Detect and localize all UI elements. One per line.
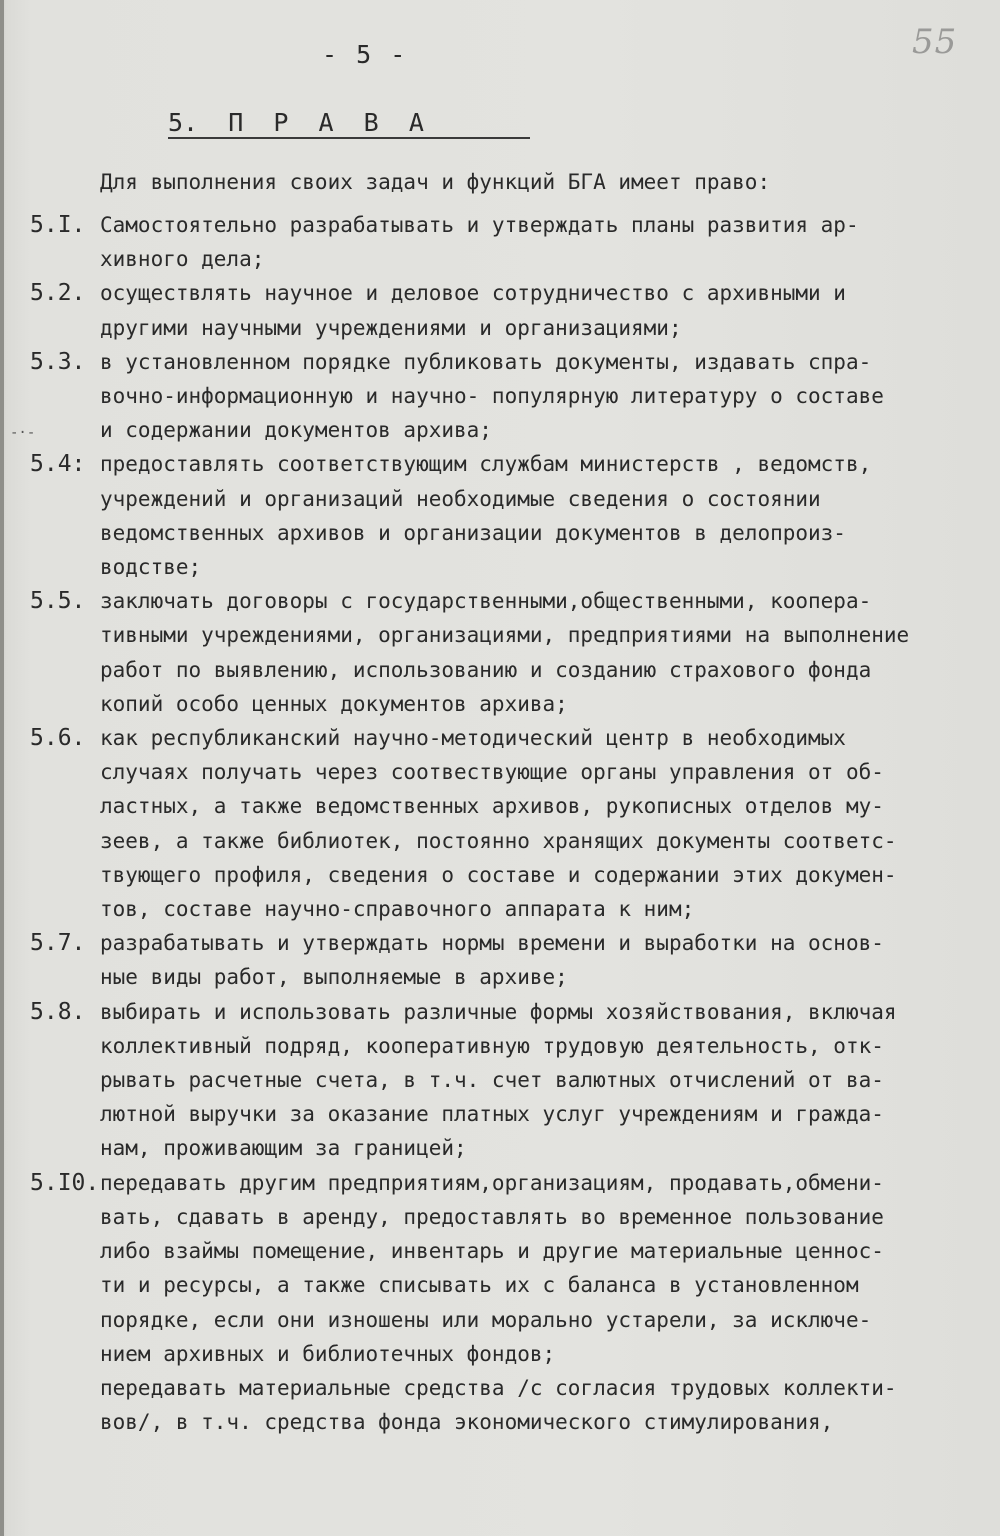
text-line: рывать расчетные счета, в т.ч. счет валютных отчислений от ва- xyxy=(100,1068,884,1093)
list-item xyxy=(0,1166,1000,1440)
text-line: ти и ресурсы, а также списывать их с баланса в установленном xyxy=(100,1273,859,1298)
item-number: 5.4: xyxy=(30,451,86,478)
text-line: осуществлять научное и деловое сотрудничество с архивными и xyxy=(100,281,846,306)
text-line: работ по выявлению, использованию и созданию страхового фонда xyxy=(100,657,872,682)
item-text xyxy=(100,276,1000,344)
text-line: вать, сдавать в аренду, предоставлять во временное пользование xyxy=(100,1204,884,1229)
item-text xyxy=(100,1166,1000,1440)
text-line: порядке, если они изношены или морально устарели, за исключе- xyxy=(100,1307,872,1332)
item-text xyxy=(100,995,1000,1166)
text-line: ные виды работ, выполняемые в архиве; xyxy=(100,965,568,990)
text-line: тивными учреждениями, организациями, предприятиями на выполнение xyxy=(100,623,910,648)
text-line: тов, составе научно-справочного аппарата к ним; xyxy=(100,897,695,922)
text-line: твующего профиля, сведения о составе и содержании этих докумен- xyxy=(100,862,897,887)
item-number: 5.I0. xyxy=(30,1169,100,1196)
item-text xyxy=(100,208,1000,276)
item-number: 5.2. xyxy=(30,280,86,307)
text-line: учреждений и организаций необходимые сведения о состоянии xyxy=(100,486,821,511)
text-line: лютной выручки за оказание платных услуг учреждениям и гражда- xyxy=(100,1102,884,1127)
text-line: водстве; xyxy=(100,555,202,580)
list-item xyxy=(0,345,1000,448)
text-line: Самостоятельно разрабатывать и утверждать планы развития ар- xyxy=(100,213,859,237)
item-text xyxy=(100,721,1000,926)
section-heading: 5. П Р А В А xyxy=(168,108,424,137)
text-line: вов/, в т.ч. средства фонда экономического стимулирования, xyxy=(100,1410,834,1435)
archive-page-number: 55 xyxy=(912,22,958,62)
item-text xyxy=(100,926,1000,994)
list-item xyxy=(0,208,1000,276)
item-text xyxy=(100,447,1000,584)
text-line: ведомственных архивов и организации документов в делопроиз- xyxy=(100,520,846,545)
text-line: передавать материальные средства /с согласия трудовых коллекти- xyxy=(100,1375,897,1400)
text-line: либо взаймы помещение, инвентарь и другие материальные ценнос- xyxy=(100,1239,884,1264)
text-line: ластных, а также ведомственных архивов, рукописных отделов му- xyxy=(100,794,884,819)
text-line: зеев, а также библиотек, постоянно хранящих документы соответс- xyxy=(100,828,897,853)
item-number: 5.7. xyxy=(30,930,86,957)
list-item xyxy=(0,995,1000,1166)
item-number: 5.I. xyxy=(30,212,86,238)
text-line: заключать договоры с государственными,общественными, коопера- xyxy=(100,589,872,614)
item-number: 5.3. xyxy=(30,348,86,375)
text-line: разрабатывать и утверждать нормы времени и выработки на основ- xyxy=(100,931,884,956)
text-line: нием архивных и библиотечных фондов; xyxy=(100,1341,556,1366)
text-line: копий особо ценных документов архива; xyxy=(100,691,568,716)
margin-mark: -·- xyxy=(10,425,36,441)
list-item xyxy=(0,721,1000,926)
item-text xyxy=(100,584,1000,721)
list-item xyxy=(0,276,1000,344)
heading-underline xyxy=(168,137,530,139)
text-line: другими научными учреждениями и организациями; xyxy=(100,315,682,340)
rights-list xyxy=(0,208,1000,1439)
item-text xyxy=(100,345,1000,448)
intro-paragraph: Для выполнения своих задач и функций БГА имеет право: xyxy=(100,170,771,194)
item-number: 5.8. xyxy=(30,998,86,1025)
text-line: предоставлять соответствующим службам министерств , ведомств, xyxy=(100,452,872,477)
text-line: нам, проживающим за границей; xyxy=(100,1136,467,1161)
text-line: коллективный подряд, кооперативную трудовую деятельность, отк- xyxy=(100,1033,884,1058)
page-number: - 5 - xyxy=(322,40,408,69)
text-line: и содержании документов архива; xyxy=(100,418,492,443)
list-item xyxy=(0,447,1000,584)
text-line: случаях получать через соотвествующие органы управления от об- xyxy=(100,760,884,785)
text-line: вочно-информационную и научно- популярную литературу о составе xyxy=(100,384,884,409)
text-line: выбирать и использовать различные формы хозяйствования, включая xyxy=(100,999,897,1024)
item-number: 5.6. xyxy=(30,725,86,752)
list-item xyxy=(0,926,1000,994)
text-line: передавать другим предприятиям,организациям, продавать,обмени- xyxy=(100,1170,884,1195)
list-item xyxy=(0,584,1000,721)
text-line: хивного дела; xyxy=(100,247,265,272)
item-number: 5.5. xyxy=(30,588,86,615)
text-line: как республиканский научно-методический центр в необходимых xyxy=(100,726,846,751)
text-line: в установленном порядке публиковать документы, издавать спра- xyxy=(100,349,872,374)
